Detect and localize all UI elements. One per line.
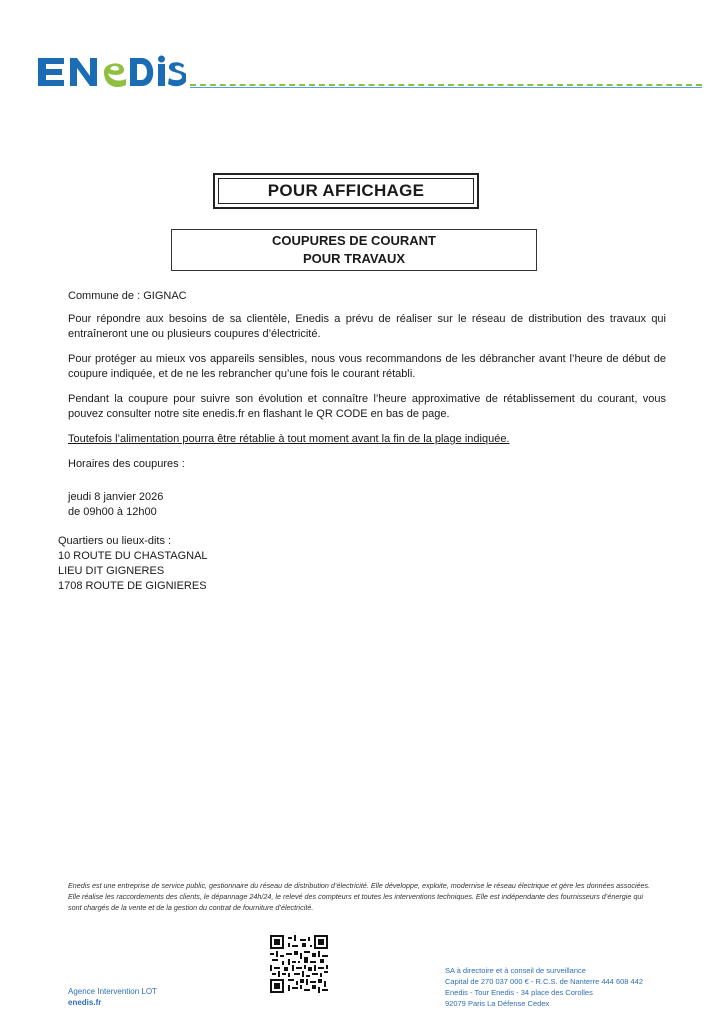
agency-site-link[interactable]: enedis.fr [68,998,102,1007]
notice-body [68,289,666,482]
header-divider-green [190,84,702,86]
company-line: SA à directoire et à conseil de surveillance [445,966,586,975]
notice-title-line2: POUR TRAVAUX [302,251,406,266]
outage-date: jeudi 8 janvier 2026 [68,491,164,503]
company-line: Enedis - Tour Enedis - 34 place des Corolles [445,988,593,997]
place-item: LIEU DIT GIGNERES [58,565,165,577]
paragraph-3: Pendant la coupure pour suivre son évolution et connaître l’heure approximative de rétablissement du courant, vous pouvez consulter notre site enedis.fr en flashant le QR CODE en bas de page. [68,393,666,420]
company-line: 92079 Paris La Défense Cedex [445,999,550,1008]
commune-text: Commune de : GIGNAC [68,290,187,302]
agency-info [68,986,157,1008]
paragraph-1: Pour répondre aux besoins de sa clientèle, Enedis a prévu de réaliser sur le réseau de distribution des travaux qui entraîneront une ou plusieurs coupures d’électricité. [68,313,666,340]
pour-affichage-label: POUR AFFICHAGE [267,181,425,200]
enedis-logo-icon [34,50,186,90]
place-item: 1708 ROUTE DE GIGNIERES [58,580,207,592]
agency-name: Agence Intervention LOT [68,987,157,996]
header-divider-blue [190,87,702,88]
affected-places [58,534,208,594]
legal-notice: Enedis est une entreprise de service public, gestionnaire du réseau de distribution d’électricité. Elle développe, exploite, modernise le réseau électrique et gère les données associées. Elle réalise les raccordements des clients, le dépannage 24h/24, le relevé des compteurs et toutes les interventions techniques. Elle est indépendante des fournisseurs d’énergie qui sont chargés de la vente et de la gestion du contrat de fourniture d’électricité. [68,881,651,912]
company-info [445,965,643,1009]
paragraph-2: Pour protéger au mieux vos appareils sensibles, nous vous recommandons de les débrancher avant l’heure de début de coupure indiquée, et de ne les rebrancher qu’une fois le courant rétabli. [68,353,666,380]
qr-code-icon[interactable] [270,935,328,993]
company-line: Capital de 270 037 000 € - R.C.S. de Nanterre 444 608 442 [445,977,644,986]
places-label: Quartiers ou lieux-dits : [58,535,172,547]
notice-title-line1: COUPURES DE COURANT [272,233,436,248]
place-item: 10 ROUTE DU CHASTAGNAL [58,550,208,562]
outage-schedule [68,490,163,520]
enedis-logo [34,50,186,90]
pour-affichage-banner [213,173,479,209]
paragraph-4-underlined: Toutefois l’alimentation pourra être rétablie à tout moment avant la fin de la plage indiquée. [68,433,510,445]
notice-title-box [171,229,537,271]
horaires-label: Horaires des coupures : [68,458,185,470]
outage-time: de 09h00 à 12h00 [68,506,157,518]
